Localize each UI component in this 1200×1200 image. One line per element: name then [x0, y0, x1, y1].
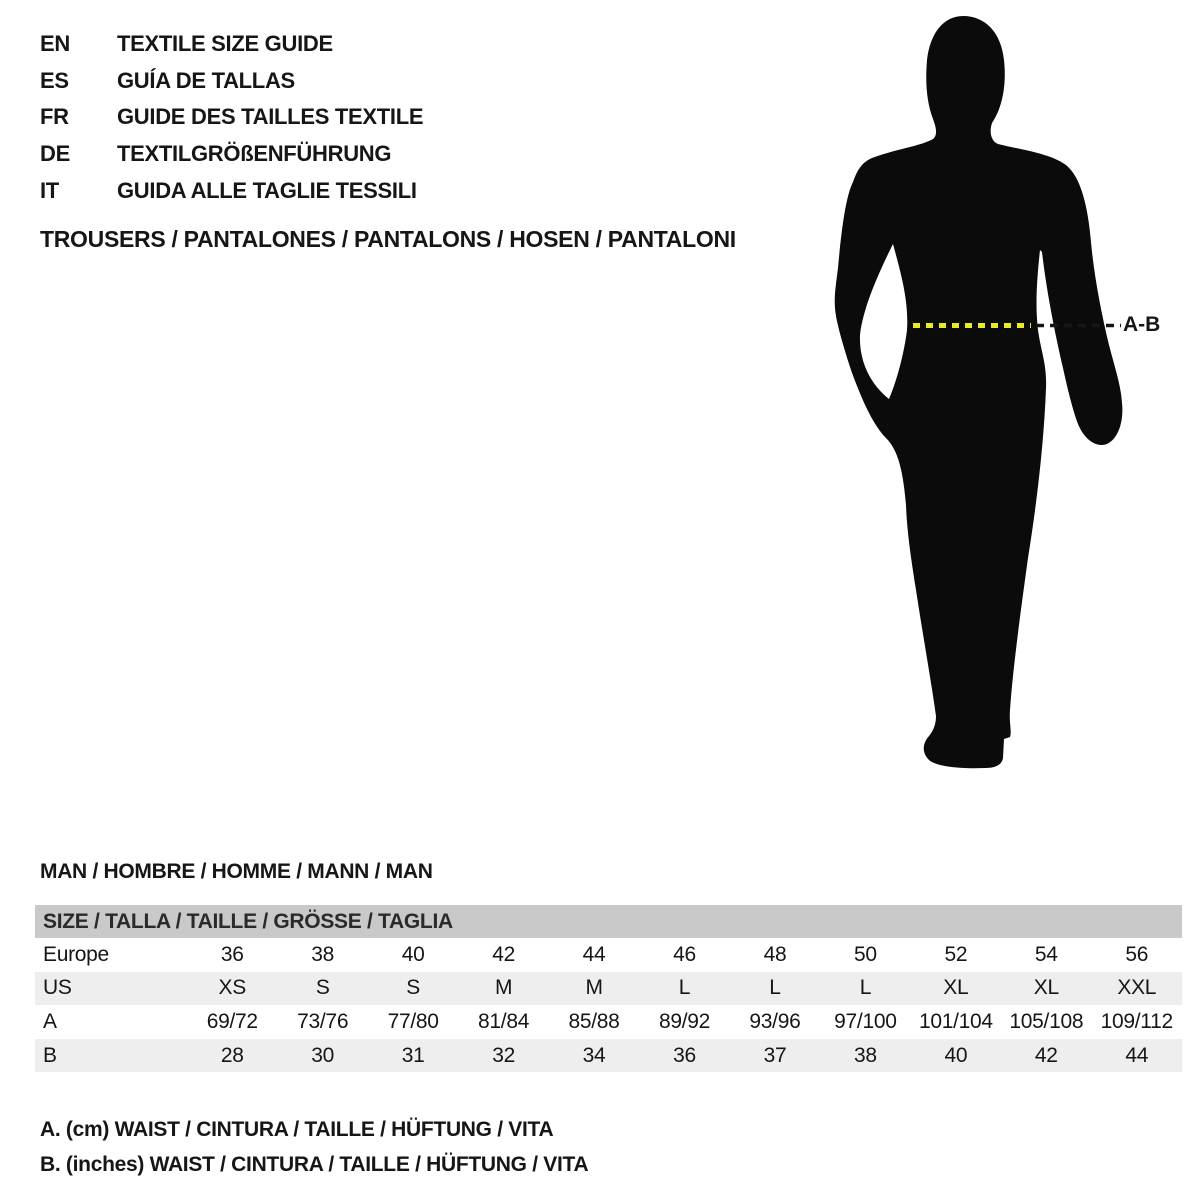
size-cell: 40: [944, 1043, 968, 1067]
size-cell: 93/96: [749, 1009, 801, 1033]
section-title: MAN / HOMBRE / HOMME / MANN / MAN: [40, 860, 433, 883]
size-cell: L: [859, 976, 872, 1000]
language-label: GUIDA ALLE TAGLIE TESSILI: [117, 177, 417, 203]
size-cell: 97/100: [834, 1009, 897, 1033]
table-row: [35, 1005, 1182, 1039]
size-cell: 50: [854, 942, 877, 966]
size-cell: 101/104: [918, 1009, 993, 1033]
size-cell: 56: [1125, 942, 1149, 966]
size-cell: L: [678, 976, 691, 1000]
size-cell: 109/112: [1100, 1009, 1173, 1033]
size-cell: M: [494, 976, 513, 1000]
size-cell: XS: [218, 976, 246, 1000]
table-row: [35, 938, 1182, 972]
size-cell: 38: [854, 1043, 877, 1067]
footnote-line: B. (inches) WAIST / CINTURA / TAILLE / HÜFTUNG / VITA: [40, 1153, 589, 1177]
size-cell: 30: [311, 1043, 335, 1067]
size-cell: XL: [943, 976, 969, 1000]
size-cell: XXL: [1117, 976, 1157, 1000]
language-row: [40, 63, 423, 100]
size-cell: 28: [220, 1043, 244, 1067]
size-cell: S: [406, 976, 420, 1000]
language-label: TEXTILGRÖßENFÜHRUNG: [117, 141, 392, 167]
size-cell: 32: [492, 1043, 515, 1067]
size-cell: 48: [763, 942, 787, 966]
size-cell: 36: [673, 1043, 696, 1067]
size-cell: L: [769, 976, 781, 1000]
size-cell: 42: [1034, 1043, 1058, 1067]
row-label: B: [43, 1043, 57, 1067]
size-cell: 73/76: [297, 1009, 349, 1033]
size-cell: 36: [220, 942, 244, 966]
footnotes: [40, 1112, 588, 1183]
language-list: [40, 26, 423, 209]
size-cell: 105/108: [1009, 1009, 1084, 1033]
size-cell: 54: [1034, 942, 1058, 966]
size-cell: 42: [492, 942, 515, 966]
language-code: ES: [40, 67, 69, 93]
language-row: [40, 26, 423, 63]
size-cell: 85/88: [568, 1009, 620, 1033]
man-silhouette: [820, 0, 1200, 800]
language-code: IT: [40, 177, 59, 203]
size-cell: 69/72: [206, 1009, 258, 1033]
man-silhouette-body: [835, 16, 1123, 768]
size-cell: XL: [1033, 976, 1059, 1000]
language-label: GUIDE DES TAILLES TEXTILE: [117, 104, 424, 130]
size-cell: 89/92: [658, 1009, 711, 1033]
size-table: [35, 905, 1182, 1072]
language-code: DE: [40, 141, 70, 167]
size-cell: 81/84: [478, 1009, 530, 1033]
language-code: FR: [40, 104, 69, 130]
size-cell: 40: [401, 942, 425, 966]
size-cell: 37: [763, 1043, 787, 1067]
table-row: [35, 972, 1182, 1006]
category-title: TROUSERS / PANTALONES / PANTALONS / HOSEN / PANTALONI: [40, 226, 736, 252]
size-cell: 31: [401, 1043, 425, 1067]
language-code: EN: [40, 31, 70, 57]
size-cell: 38: [311, 942, 335, 966]
size-cell: S: [315, 976, 330, 1000]
size-cell: 44: [1125, 1043, 1149, 1067]
table-row: [35, 1039, 1182, 1073]
size-table-header: SIZE / TALLA / TAILLE / GRÖSSE / TAGLIA: [35, 905, 1182, 938]
language-label: GUÍA DE TALLAS: [117, 67, 295, 93]
language-label: TEXTILE SIZE GUIDE: [117, 31, 333, 57]
footnote-line: A. (cm) WAIST / CINTURA / TAILLE / HÜFTUNG / VITA: [40, 1117, 554, 1141]
row-label: US: [43, 976, 72, 1000]
size-table-rows: [35, 938, 1182, 1072]
measure-label: A-B: [1123, 313, 1161, 336]
size-cell: 34: [582, 1043, 606, 1067]
size-cell: M: [585, 976, 603, 1000]
language-row: [40, 99, 423, 136]
size-cell: 52: [944, 942, 968, 966]
size-cell: 46: [673, 942, 696, 966]
row-label: Europe: [43, 942, 109, 966]
size-cell: 44: [582, 942, 606, 966]
language-row: [40, 136, 423, 173]
language-row: [40, 172, 423, 209]
row-label: A: [43, 1009, 57, 1033]
size-cell: 77/80: [387, 1009, 439, 1033]
